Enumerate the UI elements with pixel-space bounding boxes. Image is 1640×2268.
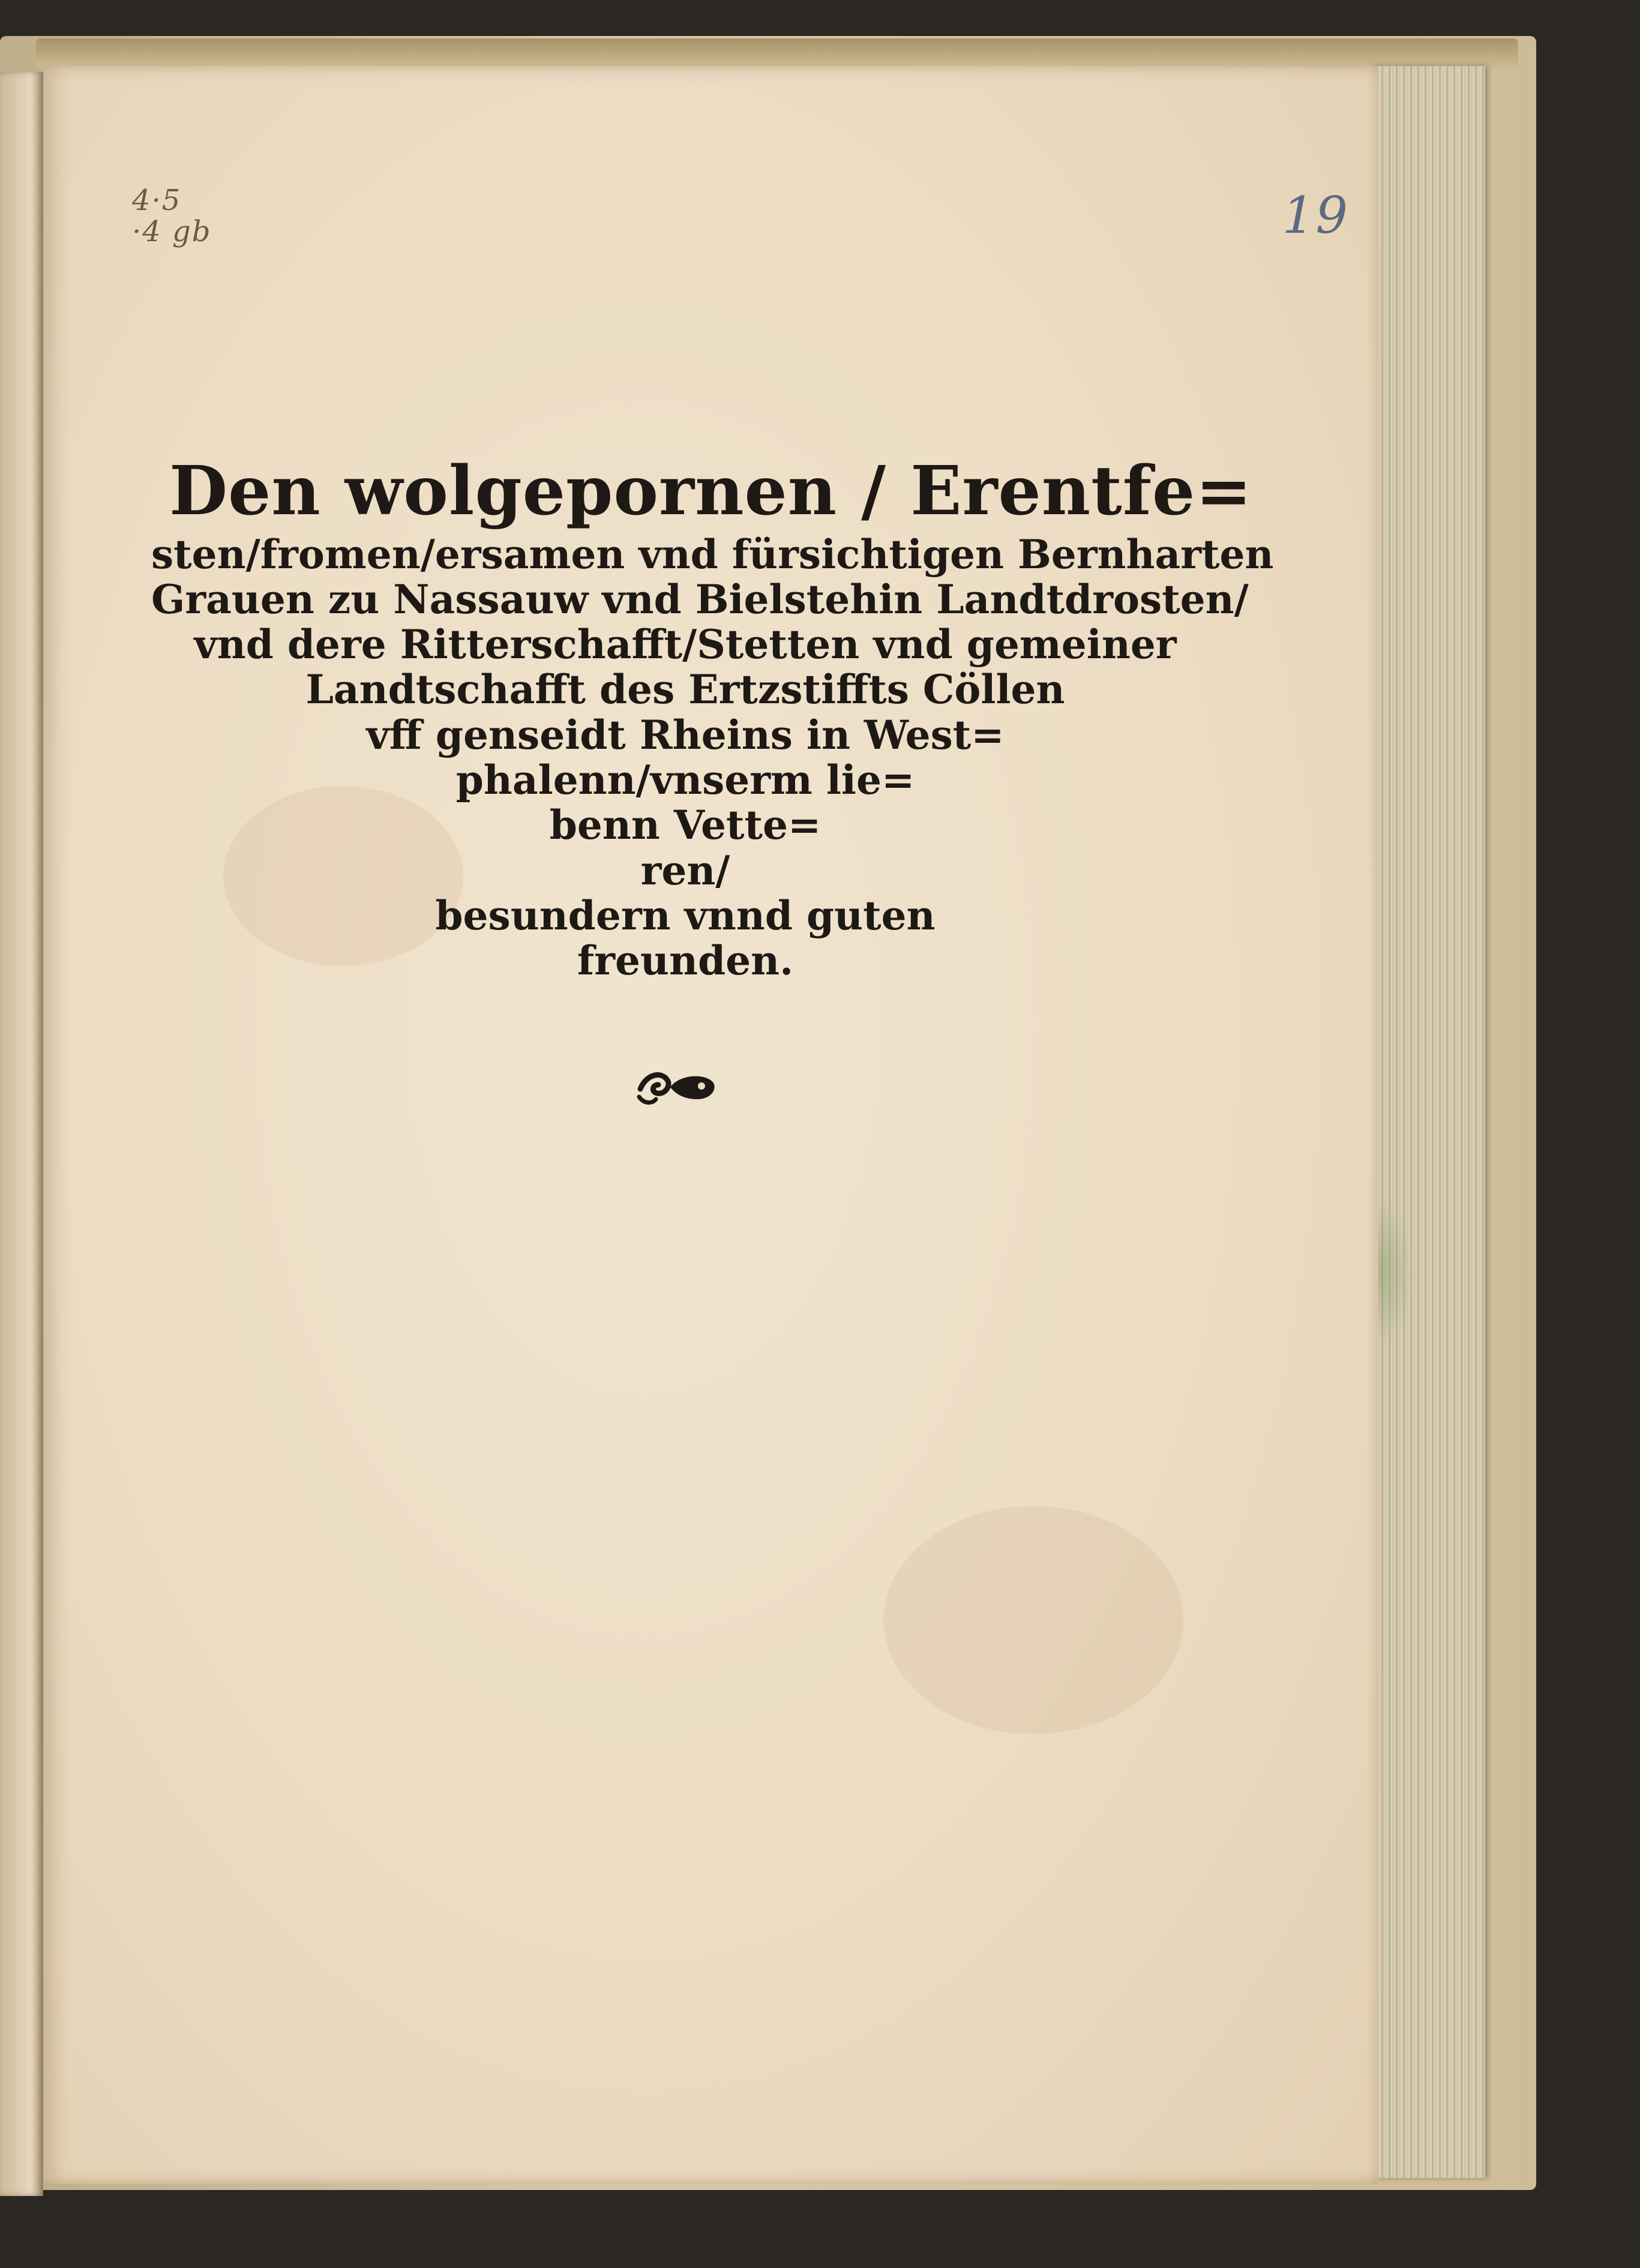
title-line-8: benn Vette=	[549, 802, 822, 849]
title-line-6: vff genseidt Rheins in West=	[366, 711, 1005, 758]
title-line-5: Landtschafft des Ertzstiffts Cöllen	[305, 666, 1065, 713]
title-line-2: sten/fromen/ersamen vnd fürsichtigen Bernharten	[151, 530, 1274, 578]
title-line-10: besundern vnnd guten	[435, 892, 936, 939]
title-line-1: Den wolgepornen / Erentfe=	[169, 452, 1253, 530]
paper-wear-mark	[883, 1506, 1183, 1734]
title-page	[43, 66, 1378, 2184]
page-edges-stack	[1371, 66, 1485, 2178]
title-line-9: ren/	[640, 847, 730, 894]
shelfmark-note	[132, 185, 212, 247]
folio-number: 19	[1282, 186, 1349, 245]
title-line-7: phalenn/vnserm lie=	[455, 757, 915, 804]
title-line-3: Grauen zu Nassauw vnd Bielstehin Landtdrosten/	[151, 575, 1249, 623]
fleuron-icon	[634, 1062, 718, 1110]
facing-page-sliver	[0, 72, 43, 2196]
shelfmark-line-1: 4·5	[132, 184, 182, 217]
title-line-11: freunden.	[577, 937, 794, 985]
shelfmark-line-2: ·4 gb	[132, 215, 212, 248]
title-text-block	[151, 452, 1274, 985]
cover-top-edge	[36, 38, 1518, 68]
title-line-4: vnd dere Ritterschafft/Stetten vnd gemeiner	[194, 621, 1177, 668]
